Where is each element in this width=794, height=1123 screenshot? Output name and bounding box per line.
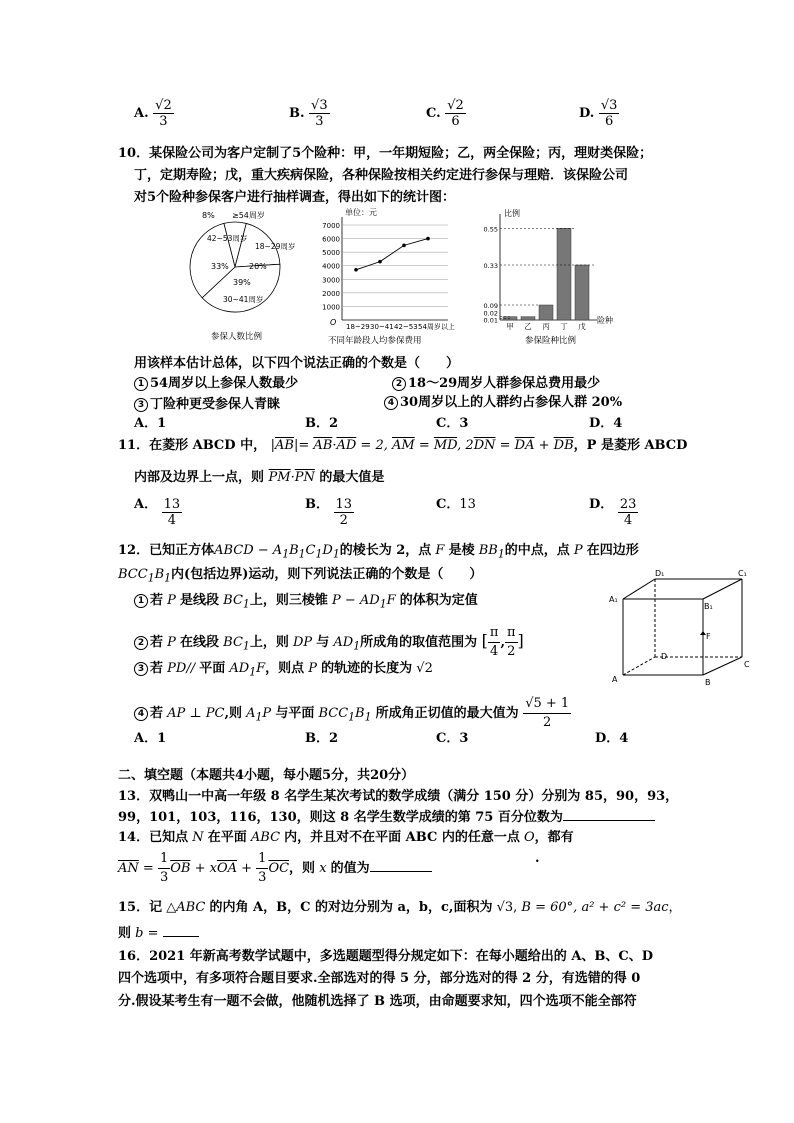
q9-option-c: C. $\frac{√2}{6}$ xyxy=(426,98,464,129)
bar-chart xyxy=(470,205,630,345)
q13-answer-blank xyxy=(563,820,655,821)
q12-option-a: A．1 xyxy=(134,731,167,746)
q12-statement-2: 2 若 P 在线段 $BC_1$上，则 DP 与 $AD_1$所成角的取值范围为 [ $\frac{\pi}{4}$ , $\frac{\pi}{2}$ ] xyxy=(134,624,524,661)
label-c1: C₁ xyxy=(738,569,747,578)
q12-option-c: C．3 xyxy=(436,731,469,746)
bar-mark xyxy=(521,317,535,320)
q12-line-2: $BCC_1B_1$内(包括边界)运动，则下列说法正确的个数是（ ） xyxy=(118,567,483,585)
q10-option-c: C．3 xyxy=(436,416,469,431)
q10-line-2: 丁，定期寿险；戊，重大疾病保险，各种保险按相关约定进行参保与理赔．该保险公司 xyxy=(134,168,629,183)
line-ytick-label: 7000 xyxy=(322,222,340,230)
q13-line-1: 13．双鸭山一中高一年级 8 名学生某次考试的数学成绩（满分 150 分）分别为 85，90，93， xyxy=(118,789,679,804)
pie-pct-30-41: 39% xyxy=(233,278,251,287)
q9-option-a: A. $\frac{√2}{3}$ xyxy=(134,98,172,129)
bar-mark xyxy=(557,228,571,320)
q10-option-b: B．2 xyxy=(305,416,339,431)
line-ytick-label: 6000 xyxy=(322,235,340,244)
q9-option-d: D. $\frac{√3}{6}$ xyxy=(579,98,618,129)
q15-line-2: 则 b = xyxy=(118,925,199,943)
q10-prompt: 用该样本估计总体，以下四个说法正确的个数是（ ） xyxy=(134,356,460,371)
bar-ytick-label: 0.55 xyxy=(483,225,498,234)
label-b: B xyxy=(705,678,711,687)
q16-line-3: 分.假设某考生有一题不会做，他随机选择了 B 选项，由命题要求知，四个选项不能全部符 xyxy=(118,994,637,1009)
bar-ytick-label: 0.33 xyxy=(483,262,498,270)
q10-line-1: 10．某保险公司为客户定制了5个险种：甲，一年期短险；乙，两全保险；丙，理财类保险； xyxy=(118,146,653,161)
bar-xtick-label: 丙 xyxy=(542,322,550,331)
q15-line-1: 15．记 △ABC 的内角 A，B，C 的对边分别为 a，b，c,面积为 √3, B = 60°, a² + c² = 3ac， xyxy=(118,900,682,915)
line-xtick-label: 30~41 xyxy=(370,323,394,331)
edge-ad xyxy=(623,657,655,675)
edge-a1d1 xyxy=(623,579,655,599)
q11-line-1: 11．在菱形 ABCD 中， $|\overline{AB}|= \overline{AB}\cdot\overline{AD} = 2$, $\overline{AM} = \overline{MD}$, $2\overline{DN} = \overline{DA} + \overline{DB}$，P 是菱形 ABCD xyxy=(118,438,688,453)
bar-xtick-label: 甲 xyxy=(506,322,514,331)
q12-line-1: 12．已知正方体ABCD − $A_1B_1C_1D_1$的棱长为 2，点 F 是棱 $BB_1$的中点，点 P 在四边形 xyxy=(118,543,639,561)
q15-answer-blank xyxy=(163,936,199,937)
bar-xlabel: 险种 xyxy=(597,316,613,325)
q12-statement-4: 4 若 AP ⊥ PC,则 $A_1P$ 与平面 $BCC_1B_1$ 所成角正切值的最大值为 $\frac{√5 + 1}{2}$ xyxy=(134,695,571,732)
section-2-heading: 二、填空题（本题共4小题，每小题5分，共20分） xyxy=(118,768,415,783)
line-point xyxy=(426,237,430,241)
q14-answer-blank xyxy=(370,871,432,872)
line-point xyxy=(354,268,358,272)
label-b1: B₁ xyxy=(704,602,713,611)
q10-statement-1: 1 54周岁以上参保人数最少 xyxy=(134,375,298,393)
cube-figure xyxy=(605,567,755,692)
bar-xtick-label: 丁 xyxy=(560,322,568,331)
line-series-path xyxy=(356,239,428,270)
q9-option-b: B. $\frac{√3}{3}$ xyxy=(289,98,328,129)
q16-line-1: 16．2021 年新高考数学试题中，多选题题型得分规定如下：在每小题给出的 A、B、C、D xyxy=(118,949,654,964)
q16-line-2: 四个选项中，有多项符合题目要求.全部选对的得 5 分，部分选对的得 2 分，有选错的得 0 xyxy=(118,971,641,986)
q10-option-a: A．1 xyxy=(134,416,167,431)
line-xtick-label: 18~29 xyxy=(346,323,370,331)
pie-pct-18-29: 20% xyxy=(249,262,267,271)
q12-option-b: B．2 xyxy=(305,731,339,746)
q11-option-c: C．13 xyxy=(436,497,476,512)
q10-line-3: 对5个险种参保客户进行抽样调查，得出如下的统计图： xyxy=(134,190,456,205)
pie-pct-54: 8% xyxy=(202,211,215,220)
bar-mark xyxy=(539,305,553,320)
bar-marks xyxy=(500,214,597,320)
line-chart xyxy=(318,205,478,345)
bar-xtick-label: 乙 xyxy=(524,322,532,331)
q10-statement-4: 4 30周岁以上的人群约占参保人群 20% xyxy=(384,394,622,412)
line-series xyxy=(354,237,430,272)
pie-label-42-53: 42~53周岁 xyxy=(207,234,248,243)
label-a1: A₁ xyxy=(609,595,618,604)
q11-vector-condition: $|\overline{AB}|= \overline{AB}\cdot\overline{AD} = 2$, $\overline{AM} = \overline{MD}$, $2\overline{DN} = \overline{DA} + \overline{DB}$ xyxy=(270,438,574,453)
q10-statement-2: 2 18～29周岁人群参保总费用最少 xyxy=(392,375,600,393)
line-ytick-label: 2000 xyxy=(322,289,340,298)
bar-ytick-label: 0.01 xyxy=(483,316,498,325)
q14-line-2: $\overline{AN}$ = $\frac{1}{3}$ $\overline{OB} + x\overline{OA}$ + $\frac{1}{3}$ $\overline{OC}$，则 x 的值为 xyxy=(118,850,432,887)
pie-caption: 参保人数比例 xyxy=(211,332,263,342)
bar-ytick-label: 0.09 xyxy=(483,302,498,310)
q11-line-2: 内部及边界上一点，则 $\overline{PM}\cdot\overline{PN}$ 的最大值是 xyxy=(134,470,385,485)
q14-dot: . xyxy=(535,851,540,866)
q10-option-d: D．4 xyxy=(589,416,623,431)
line-ytick-label: 4000 xyxy=(322,262,340,271)
bar-xtick-label: 戊 xyxy=(578,322,586,331)
q14-line-1: 14．已知点 N 在平面 ABC 内，并且对不在平面 ABC 内的任意一点 O，都有 xyxy=(118,830,574,845)
label-a: A xyxy=(612,675,618,684)
label-f: F xyxy=(706,632,711,641)
line-ytick-label: 3000 xyxy=(322,276,340,285)
line-point xyxy=(402,244,406,248)
line-ytick-label: 1000 xyxy=(322,303,340,312)
line-origin: O xyxy=(330,318,337,327)
q11-option-b: B． $\frac{13}{2}$ xyxy=(305,497,353,528)
pie-label-30-41: 30~41周岁 xyxy=(223,295,264,304)
pie-chart xyxy=(185,205,305,345)
edge-bc xyxy=(703,657,742,675)
q11-option-a: A． $\frac{13}{4}$ xyxy=(134,497,181,528)
line-xtick-label: 42~53 xyxy=(394,323,418,331)
label-d: D xyxy=(661,652,668,661)
q12-statement-3: 3 若 PD// 平面 $AD_1F$，则点 P 的轨迹的长度为 √2 xyxy=(134,660,433,682)
bar-ytick-label: 0.02 xyxy=(483,309,498,318)
line-caption: 不同年龄段人均参保费用 xyxy=(328,336,422,345)
bar-ylabel: 比例 xyxy=(504,209,520,218)
line-xtick-label: 54周岁以上 xyxy=(418,323,455,331)
label-c: C xyxy=(744,660,750,669)
pie-pct-42-53: 33% xyxy=(211,262,229,271)
bar-caption: 参保险种比例 xyxy=(525,336,577,345)
q11-expression: $\overline{PM}\cdot\overline{PN}$ xyxy=(268,470,315,485)
line-ytick-label: 5000 xyxy=(322,249,340,258)
line-point xyxy=(378,260,382,264)
q11-option-d: D． $\frac{23}{4}$ xyxy=(589,497,637,528)
edge-b1c1 xyxy=(703,579,742,599)
bar-mark xyxy=(575,265,589,320)
line-grid xyxy=(342,217,448,320)
q12-statement-1: 1 若 P 是线段 $BC_1$上，则三棱锥 $P - AD_1F$ 的体积为定值 xyxy=(134,592,478,614)
pie-label-54: ≥54周岁 xyxy=(232,211,265,220)
q10-statement-3: 3 丁险种更受参保人青睐 xyxy=(134,396,280,414)
line-unit: 单位：元 xyxy=(345,208,377,217)
pie-label-18-29: 18~29周岁 xyxy=(255,242,296,251)
q12-option-d: D．4 xyxy=(595,731,629,746)
label-d1: D₁ xyxy=(655,569,665,578)
q13-line-2: 99，101，103，116，130，则这 8 名学生数学成绩的第 75 百分位数为 xyxy=(118,809,655,827)
